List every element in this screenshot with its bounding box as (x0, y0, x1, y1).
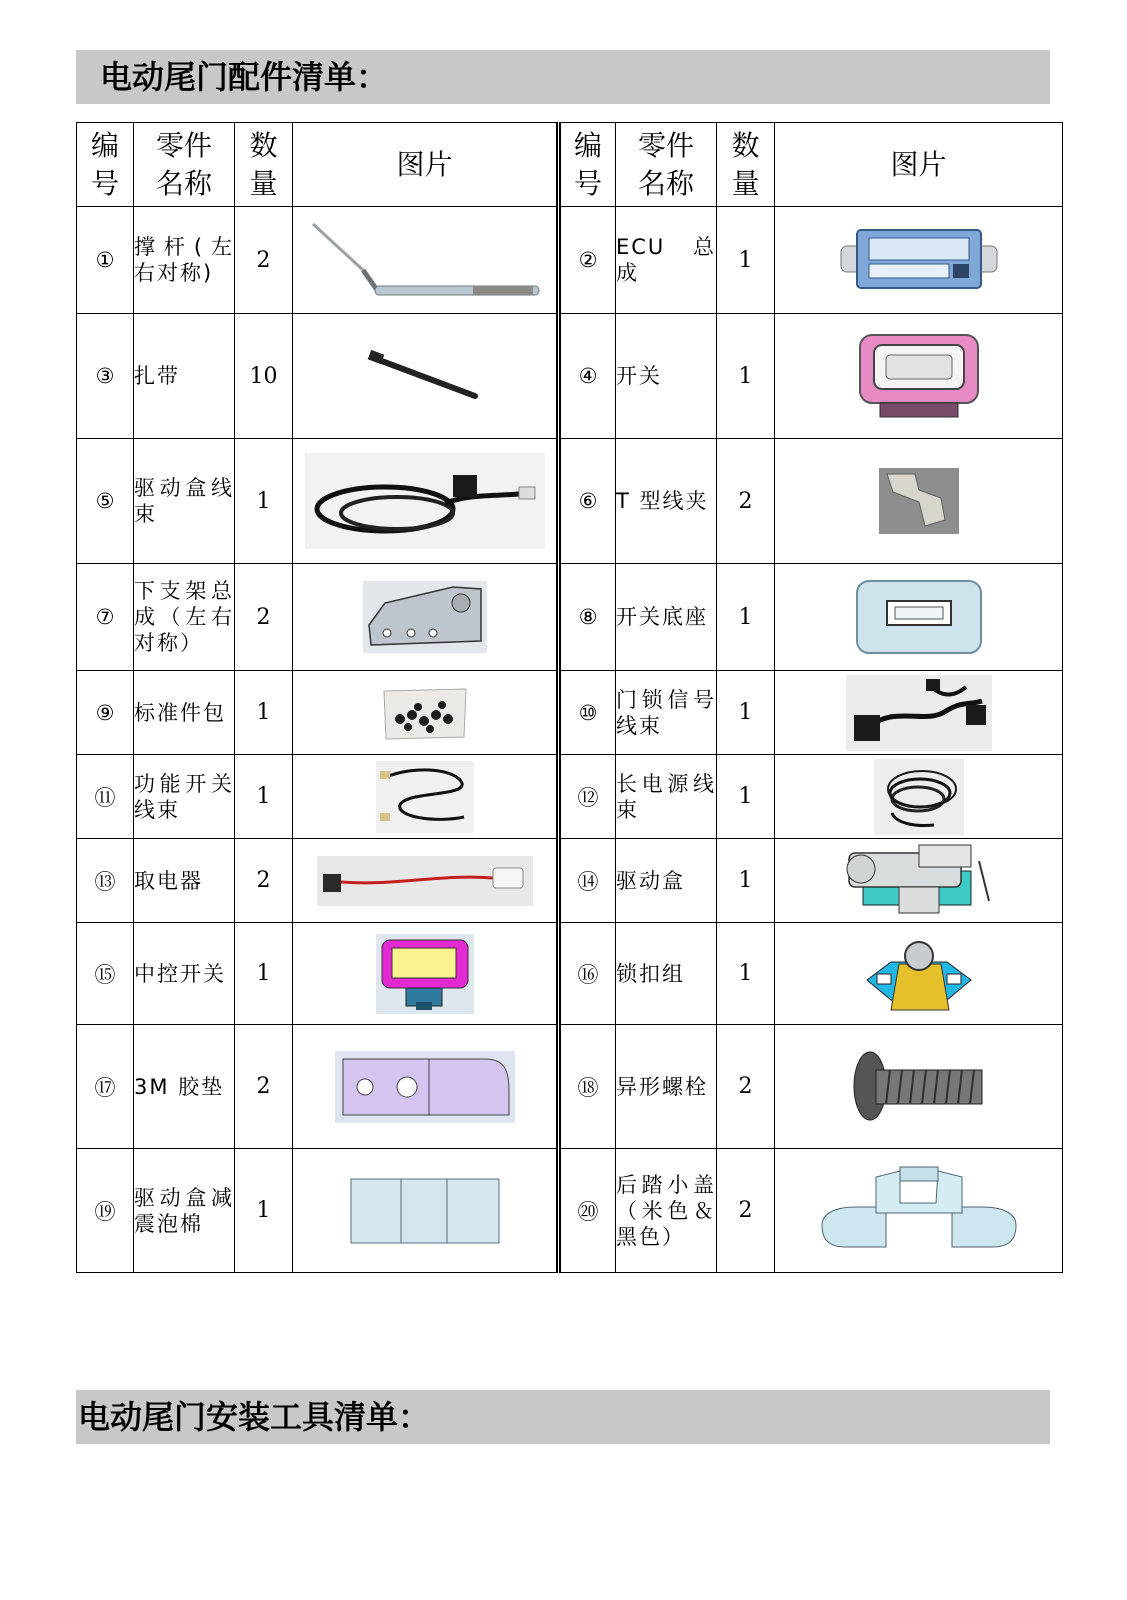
part-number: ⑥ (559, 439, 616, 564)
table-header-row (77, 123, 1063, 207)
switch-pink-icon (854, 331, 984, 421)
table-row (77, 564, 1063, 671)
part-name: 标准件包 (134, 671, 235, 755)
table-row (77, 314, 1063, 439)
fuse-tap-icon (317, 856, 533, 906)
table-row (77, 1149, 1063, 1273)
part-qty: 1 (235, 755, 293, 839)
part-qty: 10 (235, 314, 293, 439)
power-harness-icon (874, 759, 964, 835)
parts-list-title: 电动尾门配件清单： (76, 50, 1050, 104)
special-bolt-icon (846, 1048, 992, 1126)
part-name: 取电器 (134, 839, 235, 923)
part-qty: 2 (717, 1149, 775, 1273)
part-number: ⑩ (559, 671, 616, 755)
table-row (77, 207, 1063, 314)
header-pic: 图片 (293, 123, 559, 207)
screw-bag-icon (380, 685, 470, 741)
function-switch-harness-icon (376, 761, 474, 833)
latch-assembly-icon (861, 934, 977, 1014)
part-qty: 1 (717, 671, 775, 755)
part-name: 下支架总成（左右对称） (134, 564, 235, 671)
strut-rod-icon (305, 212, 545, 308)
table-row (77, 839, 1063, 923)
drive-box-icon (839, 841, 999, 921)
part-qty: 1 (235, 1149, 293, 1273)
part-number: ⑦ (77, 564, 134, 671)
part-qty: 1 (717, 923, 775, 1025)
rear-step-cap-icon (816, 1163, 1022, 1259)
header-num: 编 号 (77, 123, 134, 207)
part-number: ⑱ (559, 1025, 616, 1149)
part-name: 开关底座 (616, 564, 717, 671)
table-row (77, 755, 1063, 839)
part-qty: 1 (717, 314, 775, 439)
part-number: ⑪ (77, 755, 134, 839)
part-name: 锁扣组 (616, 923, 717, 1025)
part-name: 后踏小盖（米色＆黑色） (616, 1149, 717, 1273)
3m-pad-icon (335, 1051, 515, 1123)
part-number: ③ (77, 314, 134, 439)
part-name: 3M 胶垫 (134, 1025, 235, 1149)
header-num: 编 号 (559, 123, 616, 207)
t-clip-icon (879, 468, 959, 534)
part-name: 异形螺栓 (616, 1025, 717, 1149)
door-lock-harness-icon (846, 675, 992, 751)
part-name: 撑杆(左右对称) (134, 207, 235, 314)
table-row (77, 923, 1063, 1025)
part-qty: 1 (717, 564, 775, 671)
part-qty: 1 (717, 755, 775, 839)
part-name: 门锁信号线束 (616, 671, 717, 755)
part-number: ⑨ (77, 671, 134, 755)
part-qty: 2 (235, 1025, 293, 1149)
part-qty: 1 (235, 671, 293, 755)
parts-table (76, 122, 1063, 1273)
table-row (77, 439, 1063, 564)
header-name: 零件 名称 (134, 123, 235, 207)
part-qty: 2 (717, 1025, 775, 1149)
part-number: ⑬ (77, 839, 134, 923)
part-number: ⑫ (559, 755, 616, 839)
part-qty: 1 (235, 439, 293, 564)
part-number: ⑮ (77, 923, 134, 1025)
part-number: ④ (559, 314, 616, 439)
header-qty: 数 量 (235, 123, 293, 207)
part-name: 开关 (616, 314, 717, 439)
part-number: ⑭ (559, 839, 616, 923)
part-name: ECU 总成 (616, 207, 717, 314)
part-name: 扎带 (134, 314, 235, 439)
tools-list-title: 电动尾门安装工具清单： (76, 1390, 1050, 1444)
part-qty: 2 (235, 564, 293, 671)
table-row (77, 1025, 1063, 1149)
foam-pad-icon (347, 1175, 503, 1247)
lower-bracket-icon (363, 581, 487, 653)
part-number: ⑲ (77, 1149, 134, 1273)
part-qty: 1 (235, 923, 293, 1025)
header-qty: 数 量 (717, 123, 775, 207)
part-name: 功能开关线束 (134, 755, 235, 839)
switch-base-icon (855, 579, 983, 655)
part-number: ⑧ (559, 564, 616, 671)
part-qty: 2 (717, 439, 775, 564)
ecu-module-icon (839, 224, 999, 296)
wire-harness-icon (305, 453, 545, 549)
part-number: ⑤ (77, 439, 134, 564)
header-name: 零件 名称 (616, 123, 717, 207)
part-number: ⑳ (559, 1149, 616, 1273)
part-number: ① (77, 207, 134, 314)
part-number: ⑯ (559, 923, 616, 1025)
cable-tie-icon (365, 346, 485, 406)
part-name: 中控开关 (134, 923, 235, 1025)
part-number: ⑰ (77, 1025, 134, 1149)
part-qty: 1 (717, 207, 775, 314)
part-qty: 1 (717, 839, 775, 923)
central-switch-icon (376, 934, 474, 1014)
part-name: 驱动盒 (616, 839, 717, 923)
part-name: 长电源线束 (616, 755, 717, 839)
table-row (77, 671, 1063, 755)
part-name: 驱动盒线束 (134, 439, 235, 564)
part-name: T 型线夹 (616, 439, 717, 564)
part-name: 驱动盒减震泡棉 (134, 1149, 235, 1273)
header-pic: 图片 (775, 123, 1063, 207)
part-qty: 2 (235, 839, 293, 923)
part-qty: 2 (235, 207, 293, 314)
part-number: ② (559, 207, 616, 314)
